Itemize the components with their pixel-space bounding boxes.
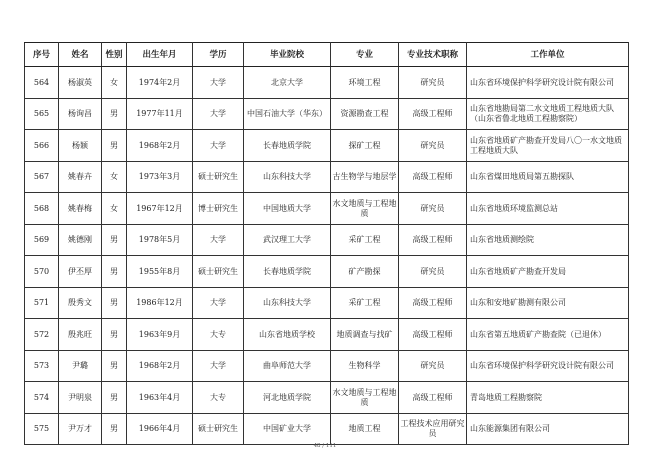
table-header-row [25,43,629,67]
cell-birth: 1978年5月 [127,225,193,256]
cell-title: 研究员 [399,130,467,162]
cell-seq: 575 [25,414,59,445]
personnel-table [24,42,629,445]
cell-name: 伊丕厚 [59,256,102,288]
table-row [25,225,629,256]
cell-unit: 山东省地质矿产勘查开发局 [467,256,629,288]
cell-title: 高级工程师 [399,319,467,351]
cell-major: 环境工程 [331,67,399,99]
cell-title: 高级工程师 [399,288,467,319]
cell-school: 长春地质学院 [244,130,331,162]
cell-unit: 山东省第五地质矿产勘查院（已退休） [467,319,629,351]
cell-name: 殷兆旺 [59,319,102,351]
cell-unit: 山东省环境保护科学研究设计院有限公司 [467,351,629,382]
cell-seq: 568 [25,193,59,225]
cell-major: 采矿工程 [331,288,399,319]
cell-major: 资源勘查工程 [331,99,399,130]
cell-school: 中国矿业大学 [244,414,331,445]
cell-major: 探矿工程 [331,130,399,162]
cell-major: 生物科学 [331,351,399,382]
cell-gender: 男 [102,256,127,288]
header-unit: 工作单位 [467,43,629,67]
header-name: 姓名 [59,43,102,67]
cell-education: 大专 [193,382,244,414]
table-row [25,99,629,130]
cell-unit: 山东省地质矿产勘查开发局八〇一水文地质工程地质大队 [467,130,629,162]
cell-school: 山东省地质学校 [244,319,331,351]
cell-name: 尹明泉 [59,382,102,414]
cell-unit: 青岛地质工程勘察院 [467,382,629,414]
cell-seq: 574 [25,382,59,414]
cell-unit: 山东和安地矿勘测有限公司 [467,288,629,319]
cell-education: 大学 [193,99,244,130]
header-school: 毕业院校 [244,43,331,67]
cell-seq: 569 [25,225,59,256]
table-row [25,382,629,414]
cell-name: 杨颖 [59,130,102,162]
page-number: 48 / 111 [313,443,337,449]
cell-school: 长春地质学院 [244,256,331,288]
cell-title: 高级工程师 [399,225,467,256]
cell-birth: 1966年4月 [127,414,193,445]
cell-education: 博士研究生 [193,193,244,225]
cell-major: 水文地质与工程地质 [331,193,399,225]
cell-major: 水文地质与工程地质 [331,382,399,414]
cell-birth: 1968年2月 [127,130,193,162]
cell-seq: 567 [25,162,59,193]
cell-school: 河北地质学院 [244,382,331,414]
cell-name: 殷秀文 [59,288,102,319]
cell-gender: 男 [102,130,127,162]
cell-school: 中国石油大学（华东） [244,99,331,130]
cell-birth: 1967年12月 [127,193,193,225]
header-major: 专业 [331,43,399,67]
cell-school: 曲阜师范大学 [244,351,331,382]
cell-gender: 男 [102,288,127,319]
cell-name: 姚春梅 [59,193,102,225]
cell-gender: 男 [102,225,127,256]
cell-major: 地质工程 [331,414,399,445]
cell-birth: 1977年11月 [127,99,193,130]
cell-education: 大学 [193,351,244,382]
header-title: 专业技术职称 [399,43,467,67]
cell-major: 采矿工程 [331,225,399,256]
cell-major: 地质调查与找矿 [331,319,399,351]
cell-major: 古生物学与地层学 [331,162,399,193]
cell-unit: 山东省地质测绘院 [467,225,629,256]
cell-birth: 1955年8月 [127,256,193,288]
cell-name: 姚德刚 [59,225,102,256]
table-row [25,351,629,382]
header-birth: 出生年月 [127,43,193,67]
cell-seq: 565 [25,99,59,130]
cell-birth: 1986年12月 [127,288,193,319]
cell-title: 研究员 [399,67,467,99]
cell-title: 高级工程师 [399,99,467,130]
cell-title: 高级工程师 [399,382,467,414]
cell-education: 硕士研究生 [193,162,244,193]
cell-gender: 女 [102,162,127,193]
cell-school: 武汉理工大学 [244,225,331,256]
cell-name: 杨淑英 [59,67,102,99]
cell-education: 大学 [193,130,244,162]
table-row [25,193,629,225]
table-row [25,414,629,445]
cell-education: 大学 [193,225,244,256]
header-seq: 序号 [25,43,59,67]
cell-education: 大专 [193,319,244,351]
cell-gender: 男 [102,382,127,414]
cell-school: 北京大学 [244,67,331,99]
cell-school: 中国地质大学 [244,193,331,225]
cell-seq: 570 [25,256,59,288]
table-row [25,67,629,99]
cell-school: 山东科技大学 [244,288,331,319]
cell-unit: 山东省环境保护科学研究设计院有限公司 [467,67,629,99]
cell-unit: 山东省煤田地质局第五勘探队 [467,162,629,193]
header-education: 学历 [193,43,244,67]
cell-gender: 男 [102,414,127,445]
cell-gender: 男 [102,351,127,382]
cell-name: 尹璐 [59,351,102,382]
cell-birth: 1973年3月 [127,162,193,193]
cell-name: 姚春卉 [59,162,102,193]
cell-education: 大学 [193,288,244,319]
cell-school: 山东科技大学 [244,162,331,193]
cell-unit: 山东能源集团有限公司 [467,414,629,445]
cell-gender: 男 [102,319,127,351]
cell-major: 矿产勘探 [331,256,399,288]
table-row [25,288,629,319]
cell-seq: 571 [25,288,59,319]
table-row [25,256,629,288]
cell-seq: 573 [25,351,59,382]
cell-education: 硕士研究生 [193,256,244,288]
cell-title: 研究员 [399,193,467,225]
cell-gender: 女 [102,67,127,99]
cell-education: 大学 [193,67,244,99]
cell-unit: 山东省地质环境监测总站 [467,193,629,225]
table-row [25,319,629,351]
cell-education: 硕士研究生 [193,414,244,445]
cell-name: 尹万才 [59,414,102,445]
cell-name: 杨询昌 [59,99,102,130]
cell-birth: 1968年2月 [127,351,193,382]
cell-birth: 1974年2月 [127,67,193,99]
cell-seq: 572 [25,319,59,351]
cell-title: 工程技术应用研究员 [399,414,467,445]
header-gender: 性别 [102,43,127,67]
cell-title: 高级工程师 [399,162,467,193]
cell-seq: 564 [25,67,59,99]
cell-birth: 1963年9月 [127,319,193,351]
table-body [25,67,629,445]
cell-gender: 男 [102,99,127,130]
cell-birth: 1963年4月 [127,382,193,414]
cell-gender: 女 [102,193,127,225]
cell-title: 研究员 [399,256,467,288]
cell-seq: 566 [25,130,59,162]
cell-title: 研究员 [399,351,467,382]
table-row [25,130,629,162]
cell-unit: 山东省地勘局第二水文地质工程地质大队（山东省鲁北地质工程勘察院） [467,99,629,130]
table-row [25,162,629,193]
